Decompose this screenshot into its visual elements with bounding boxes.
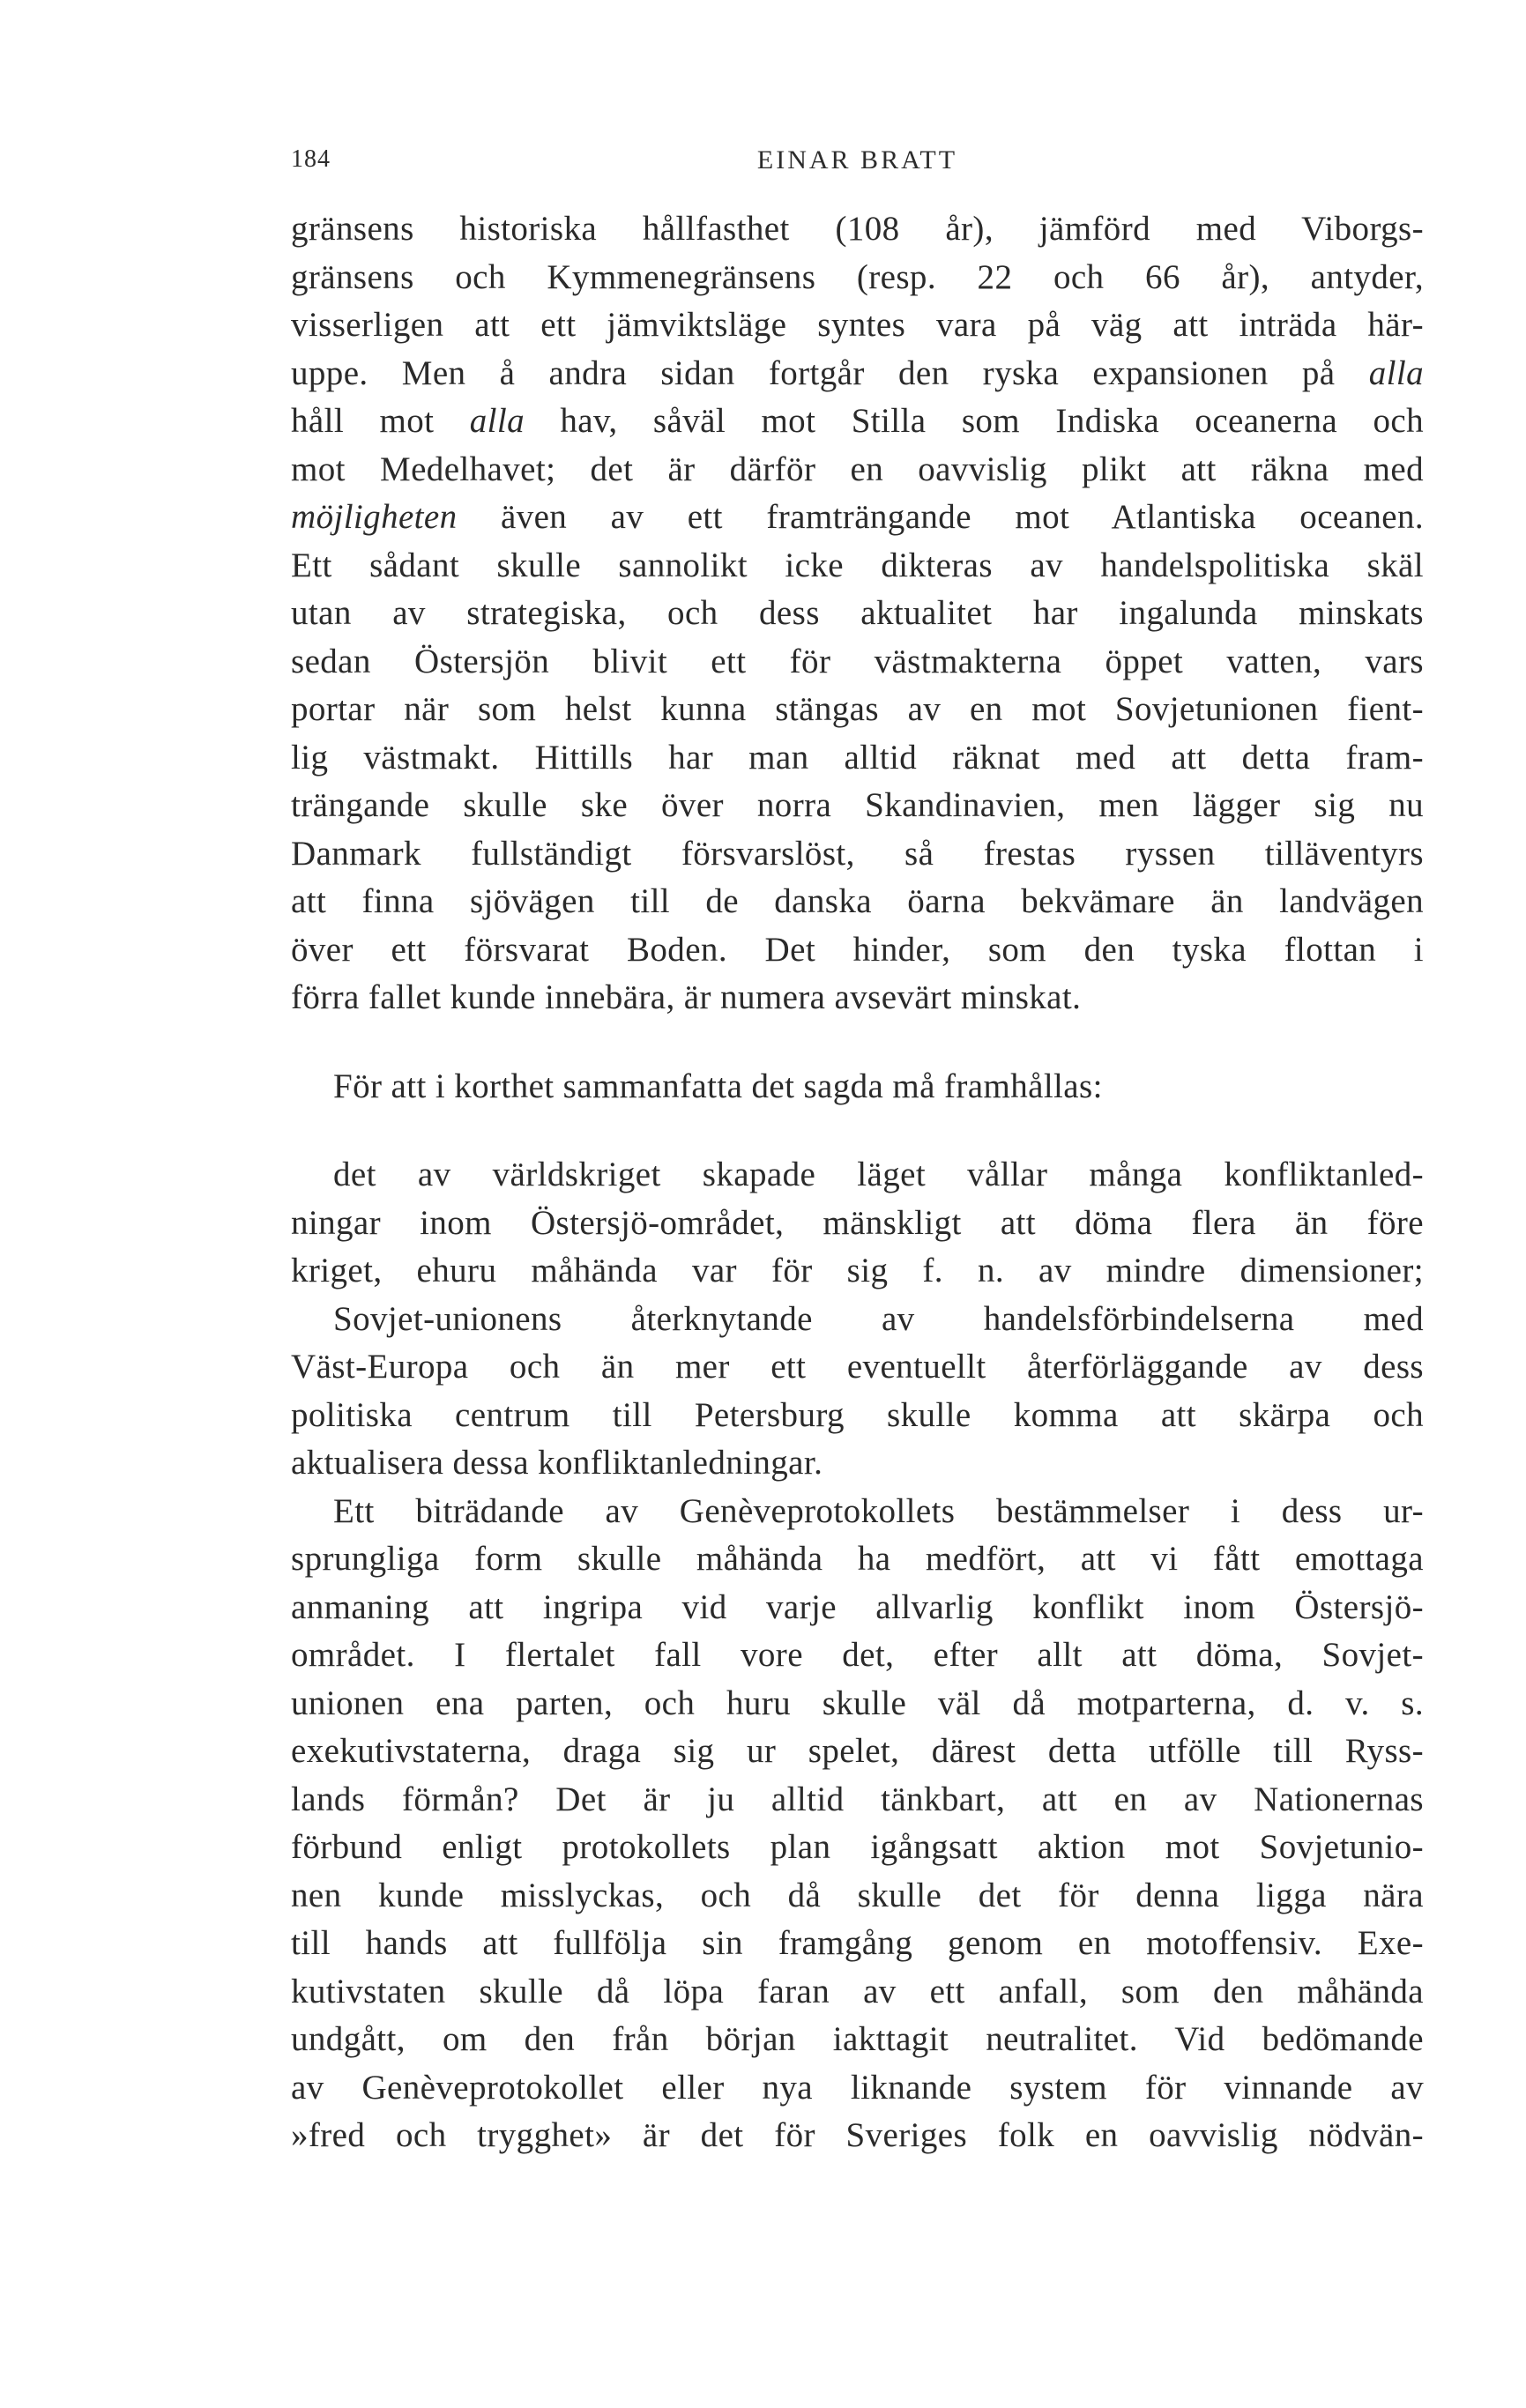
text-line bbox=[291, 398, 1424, 446]
text-line: Sovjet-unionens återknytande av handelsförbindelserna med bbox=[333, 1299, 1424, 1338]
text-line: »fred och trygghet» är det för Sveriges folk en oavvislig nödvän- bbox=[291, 2116, 1424, 2154]
running-head: EINAR BRATT bbox=[756, 145, 958, 175]
paragraph bbox=[291, 1488, 1424, 2160]
text-line: Ett biträdande av Genèveprotokollets bestämmelser i dess ur- bbox=[333, 1491, 1424, 1530]
text-line: kriget, ehuru måhända var för sig f. n. av mindre dimensioner; bbox=[291, 1252, 1424, 1289]
text-line: av Genèveprotokollet eller nya liknande system för vinnande av bbox=[291, 2068, 1424, 2107]
text-line: unionen ena parten, och huru skulle väl då motparterna, d. v. s. bbox=[291, 1683, 1424, 1722]
paragraph-gap bbox=[291, 1111, 1424, 1151]
text-line bbox=[291, 494, 1424, 542]
body-text bbox=[291, 205, 1424, 2160]
paragraph bbox=[291, 1151, 1424, 1488]
text-line: visserligen att ett jämviktsläge syntes vara på väg att inträda här- bbox=[291, 306, 1424, 344]
text-segment: uppe. Men å andra sidan fortgår den ryska expansionen på bbox=[291, 353, 1336, 392]
text-line: sprungliga form skulle måhända ha medfört, att vi fått emottaga bbox=[291, 1540, 1424, 1578]
text-line: lig västmakt. Hittills har man alltid räknat med att detta fram- bbox=[291, 738, 1424, 777]
text-line: sedan Östersjön blivit ett för västmakterna öppet vatten, vars bbox=[291, 642, 1424, 680]
text-line: gränsens historiska hållfasthet (108 år), jämförd med Viborgs- bbox=[291, 210, 1424, 248]
paragraph bbox=[291, 1063, 1424, 1111]
text-line: Väst-Europa och än mer ett eventuellt återförläggande av dess bbox=[291, 1348, 1424, 1386]
text-line: kutivstaten skulle då löpa faran av ett anfall, som den måhända bbox=[291, 1972, 1424, 2010]
text-segment: håll mot bbox=[291, 402, 435, 440]
text-line: anmaning att ingripa vid varje allvarlig konflikt inom Östersjö- bbox=[291, 1587, 1424, 1626]
text-line: till hands att fullfölja sin framgång genom en motoffensiv. Exe- bbox=[291, 1924, 1424, 1962]
text-line: Ett sådant skulle sannolikt icke dikteras av handelspolitiska skäl bbox=[291, 546, 1424, 584]
text-line: att finna sjövägen till de danska öarna bekvämare än landvägen bbox=[291, 882, 1424, 920]
text-line: För att i korthet sammanfatta det sagda må framhållas: bbox=[333, 1067, 1103, 1105]
paragraph bbox=[291, 205, 1424, 1022]
text-line: Danmark fullständigt försvarslöst, så frestas ryssen tilläventyrs bbox=[291, 834, 1424, 873]
text-line: nen kunde misslyckas, och då skulle det för denna ligga nära bbox=[291, 1876, 1424, 1914]
italic-text: möjligheten bbox=[291, 498, 458, 536]
italic-text: alla bbox=[469, 402, 525, 440]
paragraph-gap bbox=[291, 1022, 1424, 1063]
text-line: aktualisera dessa konfliktanledningar. bbox=[291, 1444, 823, 1482]
text-segment: även av ett framträngande mot Atlantiska oceanen. bbox=[500, 498, 1424, 536]
text-line: lands förmån? Det är ju alltid tänkbart, att en av Nationernas bbox=[291, 1780, 1424, 1818]
text-line: mot Medelhavet; det är därför en oavvislig plikt att räkna med bbox=[291, 450, 1424, 488]
text-line: undgått, om den från början iakttagit neutralitet. Vid bedömande bbox=[291, 2020, 1424, 2058]
text-segment: hav, såväl mot Stilla som Indiska oceanerna och bbox=[560, 402, 1424, 440]
text-line: ningar inom Östersjö-området, mänskligt att döma flera än före bbox=[291, 1203, 1424, 1242]
text-line: gränsens och Kymmenegränsens (resp. 22 och 66 år), antyder, bbox=[291, 257, 1424, 296]
text-line: det av världskriget skapade läget vållar många konfliktanled- bbox=[333, 1156, 1424, 1193]
text-line: förra fallet kunde innebära, är numera avsevärt minskat. bbox=[291, 978, 1082, 1016]
text-line: exekutivstaterna, draga sig ur spelet, därest detta utfölle till Ryss- bbox=[291, 1732, 1424, 1770]
text-line bbox=[291, 350, 1424, 398]
italic-text: alla bbox=[1368, 353, 1424, 392]
text-line: politiska centrum till Petersburg skulle komma att skärpa och bbox=[291, 1395, 1424, 1434]
text-line: portar när som helst kunna stängas av en mot Sovjetunionen fient- bbox=[291, 690, 1424, 728]
page-number: 184 bbox=[291, 145, 331, 173]
text-line: över ett försvarat Boden. Det hinder, som den tyska flottan i bbox=[291, 930, 1424, 969]
text-line: trängande skulle ske över norra Skandinavien, men lägger sig nu bbox=[291, 786, 1424, 824]
page-header bbox=[291, 145, 1424, 181]
text-line: utan av strategiska, och dess aktualitet har ingalunda minskats bbox=[291, 594, 1424, 632]
text-line: området. I flertalet fall vore det, efter allt att döma, Sovjet- bbox=[291, 1636, 1424, 1674]
text-line: förbund enligt protokollets plan igångsatt aktion mot Sovjetunio- bbox=[291, 1828, 1424, 1866]
